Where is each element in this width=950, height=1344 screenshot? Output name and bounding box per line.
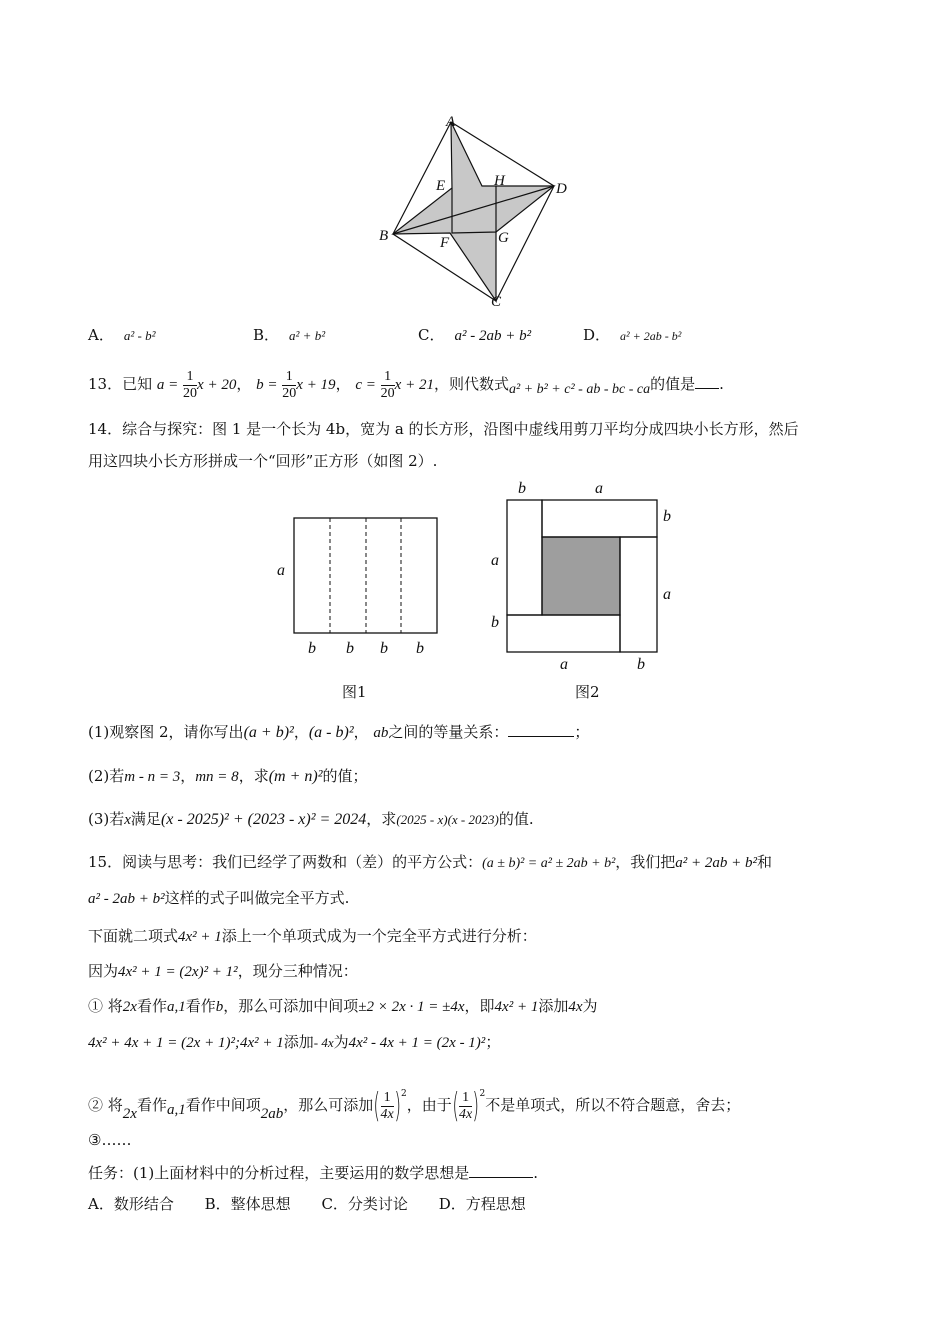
fig2-caption: 图2	[575, 683, 600, 701]
fig1-caption: 图1	[342, 683, 367, 701]
q14-figure1	[270, 505, 450, 705]
fig2-label-top-a: a	[595, 480, 603, 497]
q15-task-blank[interactable]	[469, 1177, 533, 1178]
q13-expression: a² + b² + c² - ab - bc - ca	[508, 382, 651, 397]
q15-choices	[88, 1193, 526, 1214]
label-h: H	[494, 173, 505, 189]
q15-line5: ① 将2x看作a,1看作b，那么可添加中间项±2 × 2x · 1 = ±4x，即4x² + 1添加4x为	[88, 997, 598, 1015]
q12-options	[88, 324, 788, 348]
q13-answer-blank[interactable]	[695, 388, 719, 389]
q13-text3: 的值是	[650, 375, 696, 393]
shaded-star	[393, 122, 554, 301]
option-c[interactable]: C． a² - 2ab + b²	[418, 326, 532, 344]
q15-task: 任务：(1)上面材料中的分析过程，主要运用的数学思想是 .	[88, 1164, 539, 1182]
fig2-label-right-a: a	[663, 586, 671, 603]
q15-line7: ② 将2x看作a,1看作中间项2ab，那么可添加( $\frac{1}{4x}$ )$^2$，由于( $\frac{1}{4x}$ )$^2$不是单项式，所以不符合题意，舍去；	[88, 1086, 741, 1126]
fig2-rect-right	[620, 537, 657, 652]
q13-sep2: ，	[335, 375, 351, 393]
q14-p1-blank[interactable]	[508, 736, 574, 737]
q13-text1: 已知	[122, 375, 153, 393]
fig1-label-b4: b	[416, 640, 424, 657]
q13-text4: .	[719, 375, 724, 393]
fig2-label-right-b: b	[663, 508, 671, 525]
option-d[interactable]: D． a² + 2ab - b²	[583, 326, 682, 344]
choice-c[interactable]: C．分类讨论	[321, 1195, 408, 1213]
q12-figure	[370, 110, 580, 315]
q14-figure2	[480, 475, 690, 705]
q13-b: b =	[256, 377, 278, 393]
q14-line1: 14．综合与探究：图 1 是一个长为 4b，宽为 a 的长方形，沿图中虚线用剪刀平均分成四块小长方形，然后	[88, 420, 799, 438]
fig2-label-left-b: b	[491, 614, 499, 631]
label-d: D	[556, 181, 567, 197]
q13-frac-b: $\frac{1}{20}$	[282, 368, 297, 401]
q15-line1: 15．阅读与思考：我们已经学了两数和（差）的平方公式：(a ± b)² = a² ± 2ab + b²，我们把a² + 2ab + b²和	[88, 853, 773, 871]
q14-part2: (2)若m - n = 3，mn = 8，求(m + n)²的值；	[88, 767, 368, 785]
fig2-label-bottom-b: b	[637, 656, 645, 673]
label-f: F	[440, 235, 450, 251]
q13	[88, 364, 724, 404]
fig1-label-b1: b	[308, 640, 316, 657]
q13-frac-a: $\frac{1}{20}$	[183, 368, 198, 401]
choice-a[interactable]: A．数形结合	[88, 1195, 174, 1213]
label-c: C	[491, 294, 502, 310]
label-a: A	[446, 114, 456, 130]
fig1-label-b3: b	[380, 640, 388, 657]
q13-number: 13．	[88, 375, 123, 393]
label-b: B	[379, 228, 389, 244]
fig2-rect-top	[542, 500, 657, 537]
q15-line6: 4x² + 4x + 1 = (2x + 1)²;4x² + 1添加- 4x为4x² - 4x + 1 = (2x - 1)²；	[88, 1033, 501, 1051]
q14-part1: (1)观察图 2，请你写出(a + b)²，(a - b)²， ab之间的等量关系： ；	[88, 723, 590, 741]
q15-line8: ③……	[88, 1131, 132, 1149]
fig2-label-left-a: a	[491, 552, 499, 569]
q14-part3: (3)若x满足(x - 2025)² + (2023 - x)² = 2024，求(2025 - x)(x - 2023)的值.	[88, 810, 534, 828]
q13-text2: ，则代数式	[433, 375, 509, 393]
label-e: E	[436, 178, 446, 194]
q13-a: a =	[156, 377, 179, 393]
option-a[interactable]: A． a² - b²	[88, 326, 156, 344]
q13-frac-c: $\frac{1}{20}$	[380, 368, 395, 401]
option-b[interactable]: B． a² + b²	[253, 326, 326, 344]
fig2-center-square	[542, 537, 620, 615]
fig2-label-bottom-a: a	[560, 656, 568, 673]
q13-b-rhs: x + 19	[296, 377, 336, 393]
q14-line2: 用这四块小长方形拼成一个“回形”正方形（如图 2）.	[88, 452, 438, 470]
fig1-label-b2: b	[346, 640, 354, 657]
fig1-label-a: a	[277, 562, 285, 579]
q15-line4: 因为4x² + 1 = (2x)² + 1²，现分三种情况：	[88, 962, 358, 980]
q15-line3: 下面就二项式4x² + 1添上一个单项式成为一个完全平方式进行分析：	[88, 927, 537, 945]
fig2-rect-left	[507, 500, 542, 615]
q13-a-rhs: x + 20	[197, 377, 237, 393]
fig2-rect-bottom	[507, 615, 620, 652]
q13-c-rhs: x + 21	[394, 377, 434, 393]
fig2-label-top-b: b	[518, 480, 526, 497]
q13-c: c =	[355, 377, 376, 393]
q15-line2: a² - 2ab + b²这样的式子叫做完全平方式.	[88, 889, 350, 907]
label-g: G	[498, 230, 509, 246]
choice-d[interactable]: D．方程思想	[438, 1195, 526, 1213]
choice-b[interactable]: B．整体思想	[204, 1195, 291, 1213]
q13-sep1: ，	[236, 375, 252, 393]
